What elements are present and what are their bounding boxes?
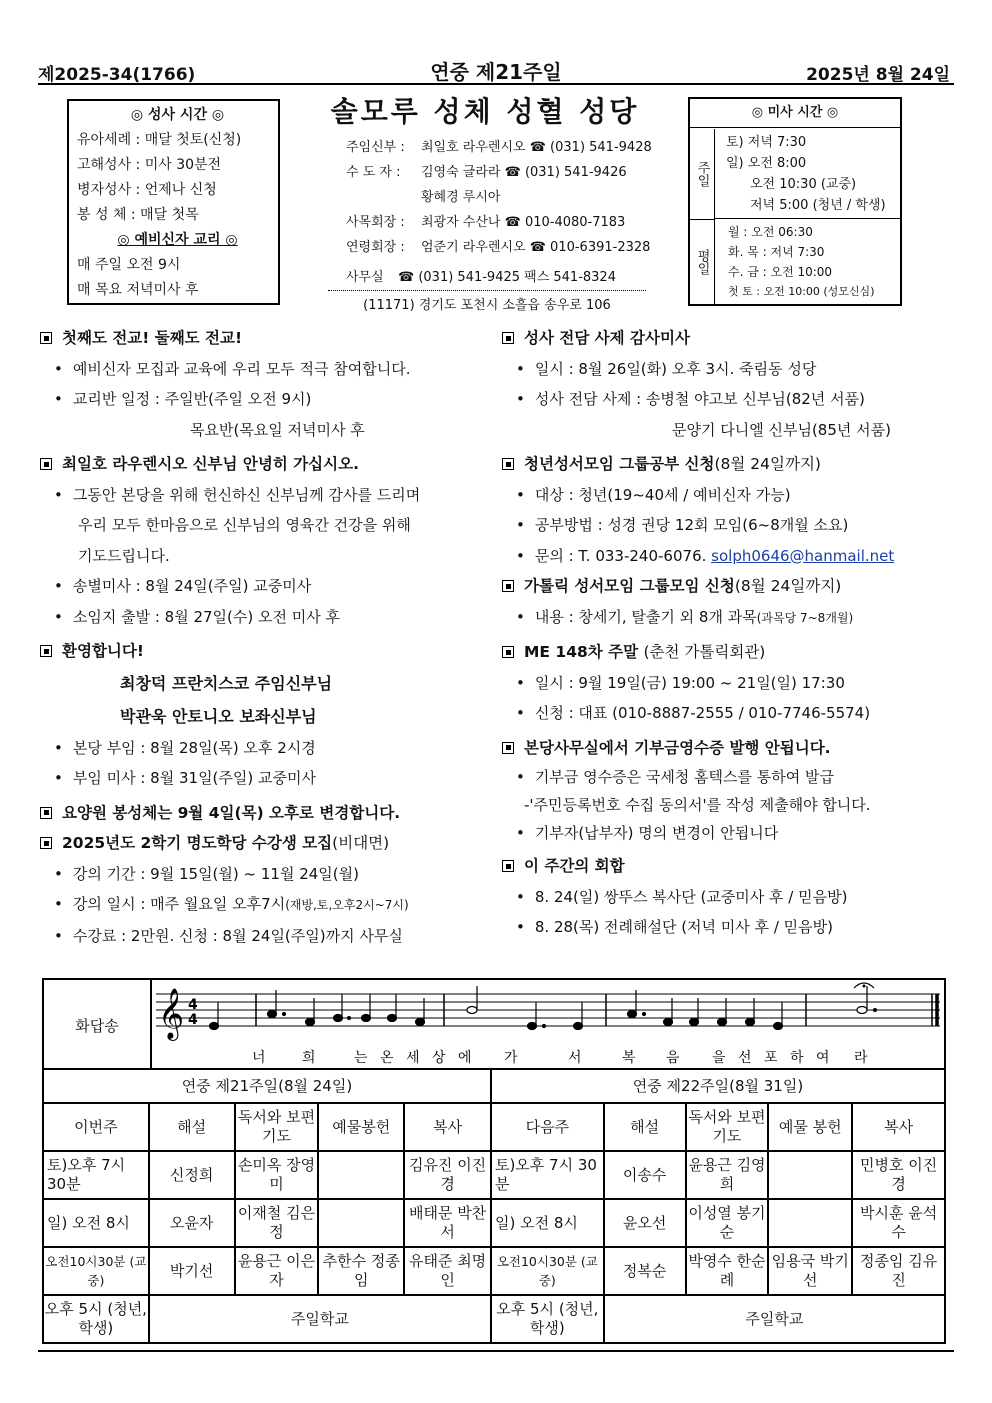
bullet-square-icon (502, 860, 514, 872)
table-cell: 일) 오전 8시 (43, 1199, 149, 1247)
announcement-line: • 8. 24(일) 쌍뚜스 복사단 (교중미사 후 / 믿음방) (502, 882, 952, 913)
announcement-line: • 예비신자 모집과 교육에 우리 모두 적극 참여합니다. (40, 354, 495, 385)
footer-rule (38, 1350, 954, 1352)
lyric: 세 (406, 1050, 420, 1066)
announcement-line: 기도드립니다. (78, 546, 170, 565)
parish-contacts (346, 136, 666, 286)
lyric: 복 (622, 1050, 636, 1066)
announcement-line: 내용 : 창세기, 탈출기 외 8개 과목 (534, 607, 757, 626)
mass-times-title: ◎ 미사 시간 ◎ (690, 99, 900, 128)
weekday-mass-list (714, 220, 900, 302)
announcement-line: • 기부금 영수증은 국세청 홈텍스를 통하여 발급 (502, 763, 952, 791)
column-header: 이번주 (43, 1103, 149, 1151)
bullet-square-icon (40, 837, 52, 849)
sacrament-times-title: ◎ 성사 시간 ◎ (130, 107, 225, 123)
column-header: 복사 (404, 1103, 491, 1151)
table-cell: 김유진 이진경 (404, 1151, 491, 1199)
weekday-mass: 첫 토 : 오전 10:00 (성모신심) (728, 285, 875, 298)
announcement-line: 강의 일시 : 매주 월요일 오후7시 (72, 895, 286, 913)
table-cell: 임용국 박기선 (768, 1247, 852, 1295)
sunday-mass: 일) 오전 8:00 (726, 156, 807, 171)
catechumen-row: 매 주일 오전 9시 (77, 257, 181, 273)
issue-date: 2025년 8월 24일 (806, 65, 950, 85)
lyric: 가 (504, 1050, 518, 1066)
bullet-square-icon (502, 332, 514, 344)
table-row (43, 1151, 945, 1199)
lyric: 여 (816, 1050, 830, 1066)
section-title-note: (8월 24일까지) (734, 577, 842, 595)
bullet-square-icon (40, 807, 52, 819)
svg-text:𝄞: 𝄞 (158, 988, 185, 1039)
table-cell: 이성열 봉기순 (686, 1199, 769, 1247)
sacrament-row: 병자성사 : 언제나 신청 (77, 182, 217, 198)
welcome-name: 최창덕 프란치스코 주임신부님 (120, 673, 333, 693)
column-header: 해설 (149, 1103, 235, 1151)
announcement-line: • 신청 : 대표 (010-8887-2555 / 010-7746-5574) (502, 698, 952, 729)
sunday-label: 주일 (690, 129, 715, 220)
announcement-note: (과목당 7~8개월) (756, 610, 854, 625)
page-title: 연중 제21주일 (430, 60, 562, 84)
bullet-square-icon (502, 646, 514, 658)
mass-times-box (688, 97, 902, 306)
table-cell: 오윤자 (149, 1199, 235, 1247)
table-cell: 이송수 (604, 1151, 686, 1199)
column-header: 독서와 보편기도 (235, 1103, 319, 1151)
section-title: 환영합니다! (62, 642, 144, 660)
announcement-line: • 공부방법 : 성경 권당 12회 모임(6~8개월 소요) (502, 510, 952, 541)
column-header: 독서와 보편기도 (686, 1103, 769, 1151)
section-title: 첫째도 전교! 둘째도 전교! (62, 329, 243, 347)
announcement-line: • 기부자(납부자) 명의 변경이 안됩니다 (502, 819, 952, 847)
column-header: 복사 (852, 1103, 945, 1151)
sunday-mass: 오전 10:30 (교중) (750, 177, 857, 192)
table-cell: 민병호 이진경 (852, 1151, 945, 1199)
section-title: 본당사무실에서 기부금영수증 발행 안됩니다. (524, 738, 831, 757)
sunday-mass: 저녁 5:00 (청년 / 학생) (750, 198, 886, 213)
sunday-mass-list (714, 129, 900, 219)
section-title: 요양원 봉성체는 9월 4일(목) 오후로 변경합니다. (62, 803, 401, 822)
bullet-square-icon (502, 458, 514, 470)
table-cell: 박기선 (149, 1247, 235, 1295)
table-cell: 배태문 박찬서 (404, 1199, 491, 1247)
announcement-line: 우리 모두 한마음으로 신부님의 영육간 건강을 위해 (78, 516, 411, 534)
contact-label: 수 도 자 : (346, 165, 401, 180)
lyric: 음 (666, 1050, 680, 1066)
table-cell (768, 1151, 852, 1199)
section-title: 최일호 라우렌시오 신부님 안녕히 가십시오. (62, 455, 359, 473)
issue-number: 제2025-34(1766) (38, 65, 196, 85)
table-cell (768, 1199, 852, 1247)
contact-label: 주임신부 : (346, 140, 405, 155)
weekday-label: 평일 (690, 220, 715, 304)
announcement-line: -'주민등록번호 수집 동의서'를 작성 제출해야 합니다. (524, 796, 871, 814)
section-title-note: (비대면) (332, 834, 390, 852)
contact-label: 사무실 (346, 270, 384, 285)
contact-email-link[interactable]: solph0646@hanmail.net (711, 546, 895, 565)
announcement-line: • 일시 : 8월 26일(화) 오후 3시. 죽림동 성당 (502, 354, 952, 385)
announcement-line: • 일시 : 9월 19일(금) 19:00 ~ 21일(일) 17:30 (502, 668, 952, 699)
contact-value: 황혜경 루시아 (421, 190, 501, 205)
section-title: 이 주간의 회합 (524, 857, 625, 875)
address-divider (328, 290, 646, 291)
contact-value: 최일호 라우렌시오 ☎ (031) 541-9428 (421, 140, 652, 155)
catechumen-title: ◎ 예비신자 교리 ◎ (117, 232, 238, 248)
bullet-square-icon (40, 645, 52, 657)
table-cell: 박영수 한순례 (686, 1247, 769, 1295)
announcement-line: • 소임지 출발 : 8월 27일(수) 오전 미사 후 (40, 602, 495, 633)
lyric: 하 (790, 1050, 804, 1066)
lyric: 선 (738, 1050, 752, 1066)
table-cell: 오전10시30분 (교중) (491, 1247, 604, 1295)
contact-label: 연령회장 : (346, 240, 405, 255)
right-announcements (502, 323, 952, 943)
contact-label: 사목회장 : (346, 215, 405, 230)
announcement-line: 문양기 다니엘 신부님(85년 서품) (672, 420, 891, 439)
svg-text:4: 4 (188, 997, 198, 1013)
lyric: 을 (712, 1050, 726, 1066)
announcement-line: • 성사 전담 사제 : 송병철 야고보 신부님(82년 서품) (502, 384, 952, 415)
table-row (43, 1199, 945, 1247)
sacrament-row: 봉 성 체 : 매달 첫목 (77, 207, 199, 223)
announcement-line: • 수강료 : 2만원. 신청 : 8월 24일(주일)까지 사무실 (40, 921, 495, 952)
sacrament-times-box (67, 99, 280, 305)
announcement-line: • 그동안 본당을 위해 헌신하신 신부님께 감사를 드리며 (40, 480, 495, 511)
weekday-mass: 수. 금 : 오전 10:00 (728, 265, 833, 279)
table-cell: 오후 5시 (청년,학생) (491, 1295, 604, 1343)
weekday-mass: 월 : 오전 06:30 (728, 225, 813, 239)
announcement-line: 목요반(목요일 저녁미사 후 (190, 420, 365, 439)
contact-value: 엄준기 라우렌시오 ☎ 010-6391-2328 (421, 240, 651, 255)
announcement-line: • 본당 부임 : 8월 28일(목) 오후 2시경 (40, 733, 495, 764)
column-header: 예물 봉헌 (768, 1103, 852, 1151)
table-cell: 토)오후 7시 30분 (491, 1151, 604, 1199)
svg-text:4: 4 (188, 1012, 198, 1028)
music-staff (152, 980, 944, 1070)
parish-name: 솔모루 성체 성혈 성당 (330, 95, 640, 128)
catechumen-row: 매 목요 저녁미사 후 (77, 282, 199, 298)
liturgy-duty-table (42, 1068, 946, 1344)
table-cell: 토)오후 7시 30분 (43, 1151, 149, 1199)
announcement-line: • 교리반 일정 : 주일반(주일 오전 9시) (40, 384, 495, 415)
bullet-square-icon (40, 458, 52, 470)
welcome-name: 박관욱 안토니오 보좌신부님 (120, 706, 317, 726)
lyric: 에 (458, 1050, 472, 1066)
lyric: 라 (854, 1050, 868, 1066)
lyric: 는 (354, 1050, 368, 1066)
responsorial-psalm-box (42, 978, 946, 1070)
table-cell: 오후 5시 (청년,학생) (43, 1295, 149, 1343)
table-cell: 일) 오전 8시 (491, 1199, 604, 1247)
table-cell: 윤용근 김영희 (686, 1151, 769, 1199)
section-title: 청년성서모임 그룹공부 신청 (524, 455, 715, 473)
section-title: ME 148차 주말 (524, 643, 639, 661)
lyric: 포 (764, 1050, 778, 1066)
announcement-line: • 송별미사 : 8월 24일(주일) 교중미사 (40, 571, 495, 602)
lyric: 온 (380, 1050, 394, 1066)
sunday-mass: 토) 저녁 7:30 (726, 135, 807, 150)
table-cell: 정종임 김유진 (852, 1247, 945, 1295)
lyric: 너 (252, 1050, 266, 1066)
table-cell: 정복순 (604, 1247, 686, 1295)
table-cell: 추한수 정종임 (318, 1247, 404, 1295)
contact-value: 최광자 수산나 ☎ 010-4080-7183 (421, 215, 626, 230)
table-row (43, 1247, 945, 1295)
parish-address: (11171) 경기도 포천시 소흘읍 송우로 106 (363, 298, 611, 313)
bullet-square-icon (502, 580, 514, 592)
lyric: 희 (302, 1050, 316, 1066)
header-rule (38, 83, 954, 85)
section-title-note: (8월 24일까지) (714, 455, 821, 473)
bullet-square-icon (40, 332, 52, 344)
table-cell: 유태준 최명인 (404, 1247, 491, 1295)
announcement-note: (재방,토,오후2시~7시) (285, 898, 409, 912)
lyric: 상 (432, 1050, 446, 1066)
announcement-line: • 대상 : 청년(19~40세 / 예비신자 가능) (502, 480, 952, 511)
table-cell (318, 1199, 404, 1247)
sacrament-row: 고해성사 : 미사 30분전 (77, 157, 222, 173)
contact-value: ☎ (031) 541-9425 팩스 541-8324 (398, 270, 616, 285)
column-header: 해설 (604, 1103, 686, 1151)
section-title-note: (춘천 가톨릭회관) (643, 643, 766, 661)
column-header: 예물봉헌 (318, 1103, 404, 1151)
psalm-label: 화답송 (44, 980, 152, 1070)
table-cell: 윤오선 (604, 1199, 686, 1247)
section-title: 가톨릭 성서모임 그룹모임 신청 (524, 577, 735, 595)
lyric: 서 (568, 1050, 582, 1066)
left-announcements (40, 323, 495, 951)
announcement-line: • 강의 기간 : 9월 15일(월) ~ 11월 24일(월) (40, 859, 495, 890)
announcement-line: • 8. 28(목) 전례해설단 (저녁 미사 후 / 믿음방) (502, 912, 952, 943)
table-cell: 주일학교 (149, 1295, 491, 1343)
bullet-square-icon (502, 742, 514, 754)
table-cell: 이재철 김은정 (235, 1199, 319, 1247)
table-cell: 신정희 (149, 1151, 235, 1199)
weekday-mass: 화. 목 : 저녁 7:30 (728, 245, 825, 259)
column-header: 다음주 (491, 1103, 604, 1151)
section-title: 2025년도 2학기 명도학당 수강생 모집 (62, 834, 333, 852)
announcement-line: 문의 : T. 033-240-6076. (534, 546, 707, 565)
sacrament-row: 유아세례 : 매달 첫토(신청) (77, 132, 242, 148)
table-row (43, 1295, 945, 1343)
week-header: 연중 제22주일(8월 31일) (491, 1069, 945, 1103)
section-title: 성사 전담 사제 감사미사 (524, 329, 690, 347)
announcement-line: • 부임 미사 : 8월 31일(주일) 교중미사 (40, 763, 495, 794)
table-cell: 주일학교 (604, 1295, 945, 1343)
table-cell: 오전10시30분 (교중) (43, 1247, 149, 1295)
table-cell: 손미옥 장영미 (235, 1151, 319, 1199)
table-cell (318, 1151, 404, 1199)
contact-value: 김영숙 글라라 ☎ (031) 541-9426 (421, 165, 627, 180)
table-cell: 박시훈 윤석수 (852, 1199, 945, 1247)
table-cell: 윤용근 이은자 (235, 1247, 319, 1295)
week-header: 연중 제21주일(8월 24일) (43, 1069, 491, 1103)
